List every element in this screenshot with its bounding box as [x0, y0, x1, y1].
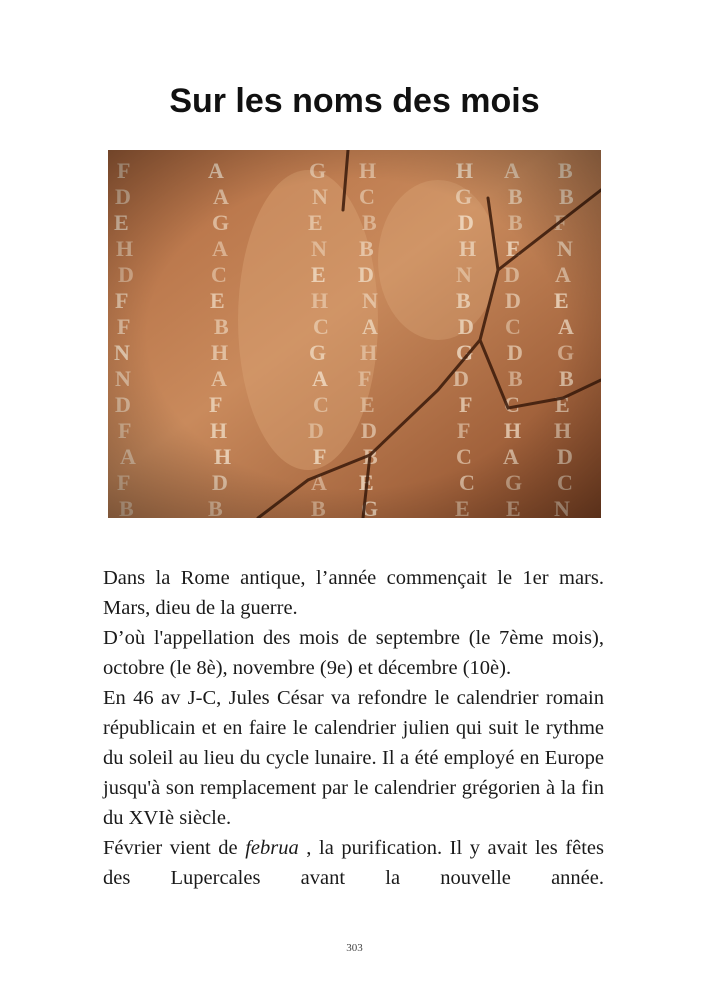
page-number: 303 — [346, 942, 363, 954]
paragraph-1: Dans la Rome antique, l’année commençait le 1er mars. Mars, dieu de la guerre. — [103, 567, 604, 619]
paragraph-4-start: Février vient de — [103, 837, 246, 859]
paragraph-3: En 46 av J-C, Jules César va refondre le calendrier romain républicain et en faire le calendrier julien qui suit le rythme du soleil au lieu du cycle lunaire. Il a été employé en Europe jusqu'à son remplacement par le calendrier grégorien à la fin du XVIè siècle. — [103, 687, 604, 829]
paragraph-4 — [103, 833, 604, 893]
body-text — [103, 563, 604, 893]
paragraph-4-emphasis: februa — [245, 837, 299, 859]
paragraph-2: D’où l'appellation des mois de septembre (le 7ème mois), octobre (le 8è), novembre (9e) et décembre (10è). — [103, 627, 604, 679]
page-title: Sur les noms des mois — [169, 82, 540, 120]
paragraph-4-end: , la purification. Il y avait les fêtes des Lupercales avant la nouvelle année. — [103, 837, 604, 889]
roman-calendar-photo — [108, 150, 601, 518]
